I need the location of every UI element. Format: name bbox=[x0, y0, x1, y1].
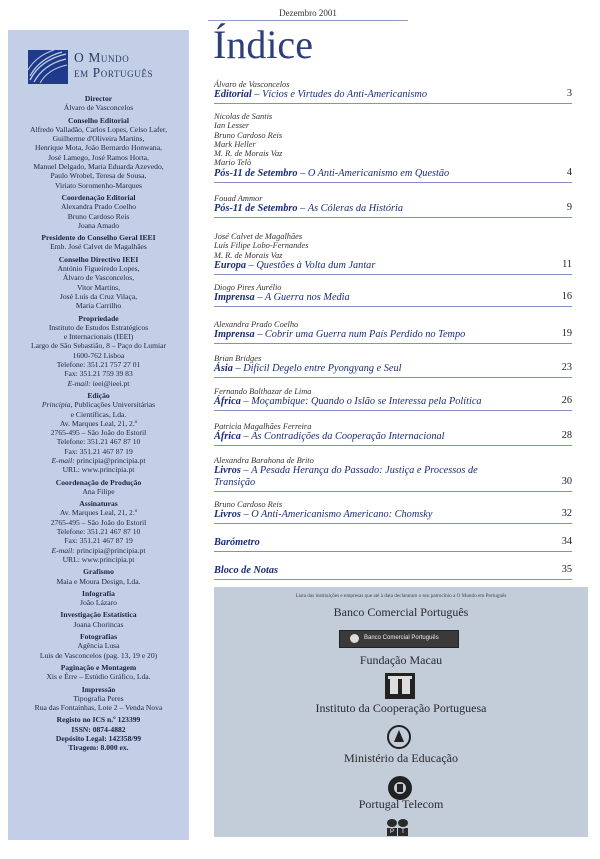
page-title: Índice bbox=[213, 22, 313, 67]
credit-line: Principia, Publicações Universitárias bbox=[41, 400, 156, 410]
credit-line: Vitor Martins, bbox=[77, 282, 120, 292]
credit-line: José Luís da Cruz Vilaça, bbox=[59, 291, 138, 301]
toc-headline[interactable] bbox=[214, 509, 572, 524]
credit-title: Conselho Editorial bbox=[68, 115, 129, 125]
masthead-credits bbox=[8, 94, 189, 756]
toc-separator: – bbox=[254, 329, 265, 341]
toc-author: Mark Heller bbox=[214, 139, 256, 149]
credit-title: Coordenação Editorial bbox=[61, 192, 136, 202]
credit-line: 2765-495 – São João do Estoril bbox=[50, 428, 147, 438]
credit-section bbox=[8, 116, 189, 190]
credit-section bbox=[8, 193, 189, 230]
toc-separator: – bbox=[240, 396, 252, 408]
credit-line: e Científicas, Lda. bbox=[70, 409, 127, 419]
credit-line: Telefone: 351.21 757 27 01 bbox=[56, 360, 141, 370]
toc-headline-text bbox=[214, 509, 432, 521]
toc-headline[interactable] bbox=[214, 260, 572, 275]
credit-line: Luis de Vasconcelos (pag. 13, 19 e 20) bbox=[39, 650, 158, 660]
logo-line-1: O Mundo bbox=[74, 50, 130, 65]
toc-author: Nicolas de Santis bbox=[214, 112, 273, 121]
toc-entry[interactable] bbox=[214, 80, 572, 104]
toc-headline-text bbox=[214, 168, 449, 180]
credit-section bbox=[8, 94, 189, 113]
toc-author: Brian Bridges bbox=[214, 354, 262, 363]
toc-section: Imprensa bbox=[214, 329, 255, 341]
credit-title: Conselho Directivo IEEI bbox=[58, 254, 139, 264]
credit-line: Maia e Moura Design, Lda. bbox=[56, 576, 141, 586]
credit-line: Av. Marques Leal, 21, 2.º bbox=[59, 418, 138, 428]
credit-line: Rua das Fontainhas, Lote 2 – Venda Nova bbox=[34, 703, 163, 713]
toc-entry[interactable] bbox=[214, 537, 572, 552]
sponsor-name-portugal-telecom: Portugal Telecom bbox=[358, 797, 444, 811]
toc-title: O Anti-Americanismo em Questão bbox=[307, 167, 450, 179]
credit-title: Fotografias bbox=[79, 632, 118, 642]
credit-title: Investigação Estatística bbox=[60, 610, 137, 620]
toc-headline[interactable] bbox=[214, 203, 572, 218]
credit-line: E-mail: principia@principia.pt bbox=[51, 455, 146, 465]
toc-separator: – bbox=[246, 259, 257, 271]
toc-section: Barómetro bbox=[214, 537, 260, 548]
credit-line: Tipografia Peres bbox=[73, 693, 124, 703]
sponsor-name-fundacao-macau: Fundação Macau bbox=[359, 653, 443, 667]
credit-line: Fax: 351.21 467 87 19 bbox=[64, 446, 133, 456]
toc-entry[interactable] bbox=[214, 456, 572, 492]
credit-section bbox=[8, 233, 189, 252]
toc-headline[interactable] bbox=[214, 565, 572, 580]
bcp-emblem-icon bbox=[350, 634, 359, 643]
credit-line: Maria Carrilho bbox=[75, 301, 122, 311]
credit-line: Av. Marques Leal, 21, 2.º bbox=[59, 508, 138, 518]
toc-section: Livros bbox=[214, 465, 241, 477]
credit-line: Telefone: 351.21 467 87 10 bbox=[56, 527, 141, 537]
toc-headline-text bbox=[214, 396, 482, 408]
pt-dot-icon bbox=[398, 819, 408, 827]
toc-headline[interactable] bbox=[214, 168, 572, 183]
toc-title: Cobrir uma Guerra num País Perdido no Tempo bbox=[264, 329, 466, 341]
toc-author: Bruno Cardoso Reis bbox=[214, 500, 283, 509]
toc-section: Livros bbox=[214, 509, 241, 521]
pt-dot-icon bbox=[387, 819, 397, 827]
toc-separator: – bbox=[297, 203, 308, 215]
icp-logo-icon bbox=[386, 724, 412, 750]
credit-section bbox=[8, 589, 189, 608]
toc-headline[interactable] bbox=[214, 292, 572, 307]
toc-separator: – bbox=[240, 431, 252, 443]
credit-line: Fax: 351.21 759 39 83 bbox=[64, 369, 133, 379]
sidebar bbox=[8, 30, 189, 840]
toc-author: Fernando Balthazar de Lima bbox=[214, 387, 312, 396]
credit-section bbox=[8, 632, 189, 660]
credit-line: Manuel Delgado, Maria Eduarda Azevedo, bbox=[33, 162, 164, 172]
credit-section bbox=[8, 391, 189, 475]
toc-page-number: 30 bbox=[561, 476, 572, 488]
toc-separator: – bbox=[297, 167, 308, 179]
credit-title: Grafismo bbox=[83, 567, 114, 577]
toc-title: A Guerra nos Media bbox=[264, 292, 350, 304]
toc-headline[interactable] bbox=[214, 396, 572, 411]
credit-title: Director bbox=[84, 94, 113, 103]
toc-headline-text bbox=[214, 431, 445, 443]
toc-author: M. R. de Morais Vaz bbox=[214, 149, 283, 159]
credit-section bbox=[8, 685, 189, 713]
toc-author: Patricia Magalhães Ferreira bbox=[214, 422, 312, 431]
toc-entry[interactable] bbox=[214, 500, 572, 524]
toc-separator: – bbox=[240, 465, 252, 477]
toc-headline-text bbox=[214, 537, 260, 549]
toc-title: Moçambique: Quando o Islão se Interessa pela Política bbox=[251, 396, 482, 408]
credit-line: Alfredo Valladão, Carlos Lopes, Celso Lafer, bbox=[29, 124, 168, 134]
credit-line: João Lázaro bbox=[80, 598, 117, 608]
credit-section bbox=[8, 499, 189, 564]
toc-entry[interactable] bbox=[214, 283, 572, 307]
toc-headline-text bbox=[214, 203, 403, 215]
toc-page-number: 3 bbox=[566, 88, 572, 100]
toc-entry[interactable] bbox=[214, 112, 572, 183]
credit-line: Telefone: 351.21 467 87 10 bbox=[56, 437, 141, 447]
toc-title: Difícil Degelo entre Pyongyang e Seul bbox=[243, 363, 402, 375]
toc-author: José Calvet de Magalhães bbox=[214, 232, 303, 241]
toc-author: Fouad Ammor bbox=[214, 194, 263, 203]
toc-entry[interactable] bbox=[214, 422, 572, 446]
toc-separator: – bbox=[232, 363, 244, 375]
magazine-logo bbox=[8, 36, 189, 96]
toc-headline[interactable] bbox=[214, 465, 572, 492]
toc-page-number: 23 bbox=[561, 362, 572, 374]
toc-page-number: 32 bbox=[561, 508, 572, 520]
toc-entry[interactable] bbox=[214, 387, 572, 411]
credit-section bbox=[8, 610, 189, 629]
toc-entry[interactable] bbox=[214, 232, 572, 275]
toc-page-number: 9 bbox=[566, 202, 572, 214]
toc-headline[interactable] bbox=[214, 363, 572, 378]
toc-title: As Contradições da Cooperação Internacional bbox=[251, 431, 445, 443]
credit-line: Bruno Cardoso Reis bbox=[67, 211, 130, 221]
credit-line: Ana Filipe bbox=[82, 486, 115, 496]
toc-author: Álvaro de Vasconcelos bbox=[214, 80, 290, 89]
credit-line: URL: www.principia.pt bbox=[62, 465, 135, 475]
toc-headline-text bbox=[214, 363, 402, 375]
sponsor-name-icp: Instituto da Cooperação Portuguesa bbox=[315, 701, 487, 715]
toc-headline[interactable] bbox=[214, 537, 572, 552]
credit-line: Alexandra Prado Coelho bbox=[60, 202, 137, 212]
toc-headline-text bbox=[214, 565, 278, 577]
toc-entry[interactable] bbox=[214, 320, 572, 344]
toc-headline-text bbox=[214, 329, 465, 341]
toc-headline-text bbox=[214, 465, 504, 489]
credit-section bbox=[8, 567, 189, 586]
toc-title: As Cóleras da História bbox=[307, 203, 404, 215]
credit-title: Assinaturas bbox=[79, 499, 118, 509]
credit-line: Instituto de Estudos Estratégicos bbox=[48, 322, 149, 332]
toc-headline[interactable] bbox=[214, 89, 572, 104]
credit-title: Edição bbox=[87, 390, 110, 400]
credit-line: José Lamego, José Ramos Horta, bbox=[48, 152, 149, 162]
sponsor-name-ministerio-educacao: Ministério da Educação bbox=[344, 751, 458, 765]
credit-line: E-mail: principia@principia.pt bbox=[51, 545, 146, 555]
pt-letter-p: P bbox=[387, 828, 397, 836]
globe-logo-icon bbox=[28, 50, 68, 84]
toc-author: Bruno Cardoso Reis bbox=[214, 130, 283, 140]
credit-title: Presidente do Conselho Geral IEEI bbox=[41, 233, 156, 243]
toc-author: Alexandra Barahona de Brito bbox=[214, 456, 314, 465]
credit-section bbox=[8, 314, 189, 388]
toc-headline-text bbox=[214, 292, 350, 304]
toc-entry[interactable] bbox=[214, 194, 572, 218]
credit-line: Álvaro de Vasconcelos bbox=[63, 103, 134, 113]
toc-section: Europa bbox=[214, 259, 247, 271]
credit-line: Joana Chorincas bbox=[73, 619, 124, 629]
header-rule bbox=[208, 20, 408, 21]
toc-headline[interactable] bbox=[214, 431, 572, 446]
toc-title: Questões à Volta dum Jantar bbox=[256, 259, 376, 271]
toc-page-number: 26 bbox=[561, 395, 572, 407]
logo-line-2: em Português bbox=[74, 65, 154, 80]
credit-line: Viriato Soromenho-Marques bbox=[54, 180, 143, 190]
toc-separator: – bbox=[254, 292, 265, 304]
toc-author: Ian Lesser bbox=[214, 121, 250, 131]
toc-page-number: 11 bbox=[562, 258, 572, 270]
toc-headline-text bbox=[214, 260, 375, 272]
credit-line: Largo de São Sebastião, 8 – Paço do Lumiar bbox=[30, 341, 167, 351]
credit-line: 2765-495 – São João do Estoril bbox=[50, 517, 147, 527]
credit-line: Álvaro de Vasconcelos, bbox=[62, 273, 135, 283]
toc-section: Ásia bbox=[214, 363, 233, 375]
credit-section bbox=[8, 478, 189, 497]
toc-section: Imprensa bbox=[214, 292, 255, 304]
logo-wordmark bbox=[74, 50, 153, 80]
credit-line: Emb. José Calvet de Magalhães bbox=[50, 242, 147, 252]
toc-page-number: 28 bbox=[561, 430, 572, 442]
toc-title: Vícios e Virtudes do Anti-Americanismo bbox=[262, 89, 427, 101]
credit-line: Paulo Wrobel, Teresa de Sousa, bbox=[50, 171, 147, 181]
toc-author: Mario Telò bbox=[214, 158, 252, 168]
credit-line: Depósito Legal: 142358/99 bbox=[55, 734, 142, 743]
fundacao-macau-logo-icon bbox=[385, 673, 415, 699]
toc-separator: – bbox=[251, 89, 263, 101]
toc-section: África bbox=[214, 431, 241, 443]
toc-author: Diogo Pires Aurélio bbox=[214, 283, 282, 292]
toc-entry[interactable] bbox=[214, 354, 572, 378]
toc-section: África bbox=[214, 396, 241, 408]
credit-line: ISSN: 0874-4882 bbox=[71, 724, 126, 734]
issue-date: Dezembro 2001 bbox=[279, 8, 337, 18]
credit-line: E-mail: ieei@ieei.pt bbox=[67, 378, 130, 388]
credit-title: Propriedade bbox=[78, 313, 119, 323]
toc-page-number: 16 bbox=[561, 291, 572, 303]
credit-section bbox=[8, 255, 189, 311]
toc-author: Alexandra Prado Coelho bbox=[214, 320, 299, 329]
credit-line: Fax: 351.21 467 87 19 bbox=[64, 536, 133, 546]
toc-author: M. R. de Morais Vaz bbox=[214, 250, 283, 260]
bcp-logo-text: Banco Comercial Português bbox=[364, 635, 439, 641]
toc-title: A Pesada Herança do Passado: Justiça e Processos de Transição bbox=[214, 465, 478, 489]
credit-line: Henrique Mota, João Bernardo Honwana, bbox=[35, 143, 162, 153]
toc-entry[interactable] bbox=[214, 565, 572, 580]
toc-page-number: 34 bbox=[561, 536, 572, 547]
toc-section: Pós-11 de Setembro bbox=[214, 203, 298, 215]
credit-line: Agência Lusa bbox=[77, 641, 120, 651]
credit-line: 1600-762 Lisboa bbox=[72, 350, 125, 360]
toc-headline-text bbox=[214, 89, 427, 101]
toc-page-number: 19 bbox=[561, 328, 572, 340]
toc-page-number: 35 bbox=[561, 564, 572, 575]
sponsors-panel bbox=[214, 587, 588, 837]
credit-section bbox=[8, 715, 189, 752]
toc-author: Luís Filipe Lobo-Fernandes bbox=[214, 241, 309, 251]
credit-title: Coordenação de Produção bbox=[55, 477, 142, 487]
credit-line: e Internacionais (IEEI) bbox=[63, 332, 134, 342]
pt-letter-t: T bbox=[398, 828, 408, 836]
credit-title: Infografia bbox=[82, 588, 115, 598]
credit-line: Joana Amado bbox=[77, 220, 120, 230]
toc-section: Pós-11 de Setembro bbox=[214, 167, 298, 179]
toc-title: O Anti-Americanismo Americano: Chomsky bbox=[251, 509, 433, 521]
toc-headline[interactable] bbox=[214, 329, 572, 344]
sponsor-name-bcp: Banco Comercial Português bbox=[333, 605, 469, 619]
toc-separator: – bbox=[240, 509, 252, 521]
bcp-logo bbox=[339, 630, 459, 648]
credit-title: Impressão bbox=[81, 684, 116, 694]
credit-section bbox=[8, 663, 189, 682]
credit-title: Paginação e Montagem bbox=[60, 662, 137, 672]
credit-line: Registo no ICS n.º 123399 bbox=[56, 715, 141, 725]
credit-line: Guilherme d'Oliveira Martins, bbox=[52, 134, 145, 144]
toc-section: Bloco de Notas bbox=[214, 565, 279, 576]
credit-line: Xis e Érre – Estúdio Gráfico, Lda. bbox=[46, 672, 151, 682]
credit-line: Tiragem: 8.000 ex. bbox=[68, 743, 129, 753]
toc-page-number: 4 bbox=[566, 166, 572, 178]
credit-line: URL: www.principia.pt bbox=[62, 554, 135, 564]
toc-section: Editorial bbox=[214, 89, 252, 101]
portugal-telecom-logo bbox=[387, 819, 409, 837]
sponsors-note: Lista das instituições e empresas que até à data declararam o seu patrocínio a O Mundo em Português bbox=[295, 593, 507, 599]
credit-line: António Figueiredo Lopes, bbox=[57, 264, 140, 274]
